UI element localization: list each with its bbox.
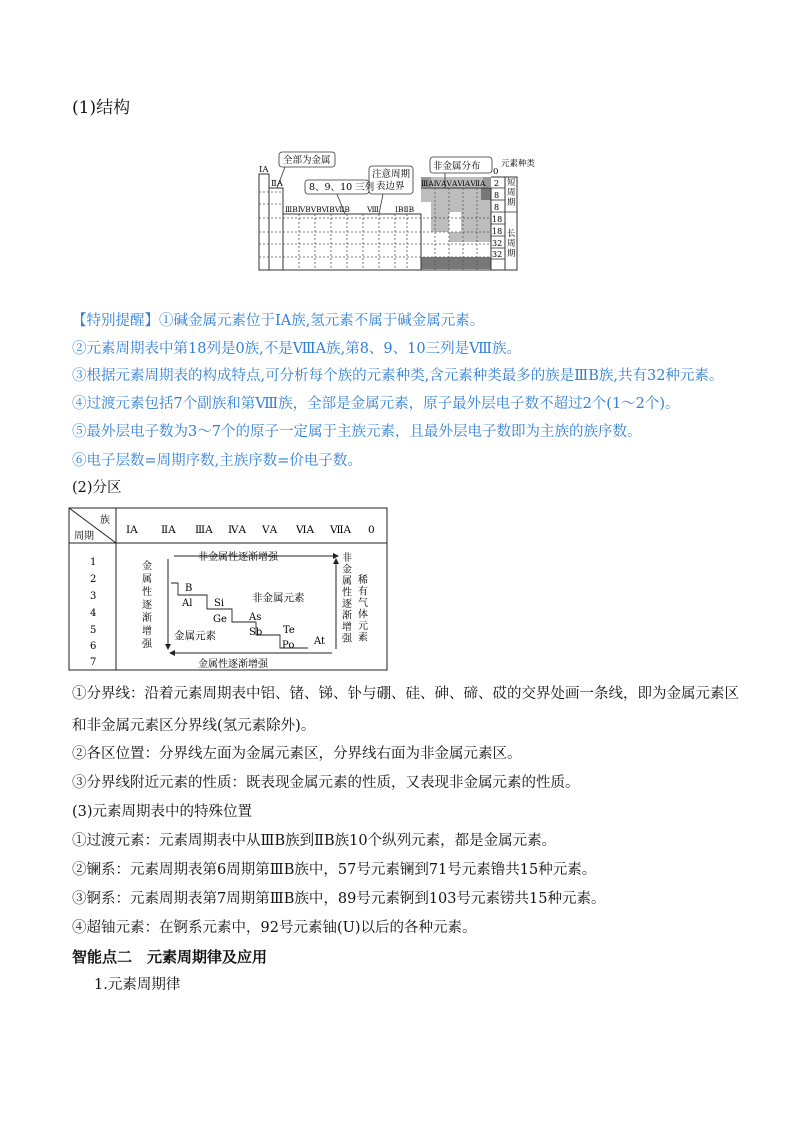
metal-region-label: 金属元素: [174, 630, 216, 642]
left-vertical-char: 渐: [142, 613, 152, 624]
period-3: 3: [90, 591, 97, 602]
zones-figure: [68, 507, 390, 672]
noble-gas-label: [358, 573, 368, 644]
header-via: ⅥA: [296, 524, 315, 536]
right-vertical-char: 增: [342, 622, 352, 633]
noble-gas-char: 元: [358, 621, 368, 632]
short-period-char: 周: [507, 188, 516, 198]
reminder-line-1: [72, 311, 484, 331]
short-period: [507, 177, 516, 208]
left-vertical-char: 属: [142, 574, 152, 585]
reminder-5: ⑤最外层电子数为3～7个的原子一定属于主族元素，且最外层电子数即为主族的族序数。: [72, 424, 642, 440]
period-6: 6: [90, 641, 97, 652]
header-iia: ⅡA: [161, 524, 176, 536]
element-at: At: [314, 636, 326, 647]
count-5: 18: [492, 227, 503, 236]
group-a: ⅢAⅣAⅤAⅥAⅦA: [421, 179, 486, 188]
header-zero: 0: [368, 524, 375, 536]
count-4: 18: [492, 215, 503, 224]
group-viii: Ⅷ: [367, 205, 379, 214]
noble-gas-char: 有: [358, 586, 368, 598]
reminder-label: 【特别提醒】: [72, 313, 159, 329]
division-1a: ①分界线：沿着元素周期表中铝、锗、锑、钋与硼、硅、砷、碲、砹的交界处画一条线，即为金属元素区: [72, 686, 739, 702]
count-2: 8: [494, 191, 500, 200]
element-kinds-label: 元素种类: [501, 159, 536, 169]
callout-nonmetal-dist: 非金属分布: [433, 161, 481, 172]
special-4: ④超铀元素：在锕系元素中，92号元素铀(U)以后的各种元素。: [72, 920, 477, 936]
right-vertical-char: 逐: [342, 599, 352, 610]
period-7: 7: [90, 657, 97, 668]
period-4: 4: [90, 608, 97, 619]
element-po: Po: [282, 640, 295, 651]
reminder-3: ③根据元素周期表的构成特点,可分析每个族的元素种类,含元素种类最多的族是ⅢB族,共有32种元素。: [72, 368, 724, 384]
section-title-zones: (2)分区: [72, 480, 122, 496]
section-title-special: (3)元素周期表中的特殊位置: [72, 804, 253, 820]
corner-period: 周期: [74, 531, 94, 542]
period-1: 1: [90, 557, 97, 568]
element-si: Si: [214, 598, 225, 609]
element-te: Te: [283, 625, 295, 636]
group-zero: 0: [493, 167, 499, 177]
period-5: 5: [90, 625, 97, 636]
division-3: ③分界线附近元素的性质：既表现金属元素的性质，又表现非金属元素的性质。: [72, 775, 580, 791]
periodic-structure-figure: [255, 152, 536, 272]
right-vertical-label: [342, 551, 353, 645]
special-1: ①过渡元素：元素周期表中从ⅢB族到ⅡB族10个纵列元素，都是金属元素。: [72, 833, 557, 849]
long-period: [507, 229, 516, 259]
header-viia: ⅦA: [330, 524, 352, 536]
reminder-2: ②元素周期表中第18列是0族,不是ⅧA族,第8、9、10三列是Ⅷ族。: [72, 341, 521, 357]
right-vertical-char: 属: [342, 576, 352, 587]
group-iia: ⅡA: [271, 179, 283, 189]
left-vertical-char: 金: [142, 561, 152, 572]
section-title-structure: (1)结构: [72, 98, 131, 118]
bottom-arrow-label: 金属性逐渐增强: [198, 659, 268, 670]
header-va: ⅤA: [262, 524, 278, 536]
sub-heading-periodic-law: 1.元素周期律: [94, 977, 181, 993]
division-2: ②各区位置：分界线左面为金属元素区，分界线右面为非金属元素区。: [72, 746, 522, 762]
noble-gas-char: 素: [358, 632, 368, 644]
period-2: 2: [90, 574, 97, 585]
long-period-char: 周: [507, 239, 516, 249]
count-6: 32: [492, 239, 503, 248]
noble-gas-char: 气: [358, 598, 368, 609]
count-3: 8: [494, 203, 500, 212]
division-1b: 和非金属元素区分界线(氢元素除外)。: [72, 718, 316, 734]
element-ge: Ge: [213, 614, 227, 625]
period-numbers: [90, 557, 96, 668]
header-ia: ⅠA: [126, 524, 138, 536]
header-iiia: ⅢA: [195, 524, 213, 536]
right-vertical-char: 金: [342, 564, 352, 576]
count-7: 32: [492, 250, 503, 259]
callout-all-metal: 全部为金属: [283, 155, 331, 166]
right-vertical-char: 渐: [342, 610, 352, 622]
callout-period-boundary-1: 注意周期: [372, 169, 411, 180]
element-al: Al: [182, 598, 193, 609]
long-period-char: 长: [507, 229, 516, 239]
reminder-1: ①碱金属元素位于ⅠA族,氢元素不属于碱金属元素。: [159, 313, 485, 329]
right-vertical-char: 性: [342, 587, 352, 599]
element-as: As: [249, 612, 262, 623]
group-headers: [126, 524, 375, 536]
noble-gas-char: 体: [358, 609, 368, 621]
group-ia: ⅠA: [259, 165, 269, 175]
special-2: ②镧系：元素周期表第6周期第ⅢB族中，57号元素镧到71号元素镥共15种元素。: [72, 862, 597, 878]
right-vertical-char: 非: [342, 553, 352, 564]
left-vertical-char: 性: [142, 587, 152, 598]
right-vertical-char: 强: [342, 633, 352, 645]
short-period-char: 期: [507, 198, 516, 208]
long-period-char: 期: [507, 249, 516, 259]
nonmetal-region-label: 非金属元素: [252, 592, 305, 604]
header-iva: ⅣA: [228, 524, 247, 536]
reminder-6: ⑥电子层数=周期序数,主族序数=价电子数。: [72, 453, 362, 469]
noble-gas-char: 稀: [358, 575, 368, 586]
left-vertical-char: 强: [142, 639, 152, 650]
reminder-4: ④过渡元素包括7个副族和第Ⅷ族，全部是金属元素，原子最外层电子数不超过2个(1～2个)。: [72, 396, 680, 412]
corner-group: 族: [100, 515, 110, 526]
left-vertical-label: [142, 559, 153, 650]
special-3: ③锕系：元素周期表第7周期第ⅢB族中，89号元素锕到103号元素铹共15种元素。: [72, 891, 606, 907]
group-ib-iib: ⅠBⅡB: [395, 205, 415, 214]
left-vertical-char: 增: [142, 626, 152, 637]
callout-cols-8-9-10: 8、9、10 三列: [309, 182, 375, 193]
element-sb: Sb: [249, 627, 263, 638]
left-vertical-char: 逐: [142, 600, 152, 611]
group-b: ⅢBⅣBⅤBⅥBⅦB: [285, 205, 350, 214]
element-b: B: [185, 583, 193, 594]
point2-heading: 智能点二 元素周期律及应用: [72, 948, 268, 966]
callout-period-boundary-2: 表边界: [376, 181, 405, 192]
short-period-char: 短: [507, 178, 516, 188]
top-arrow-label: 非金属性逐渐增强: [198, 552, 278, 563]
count-1: 2: [494, 179, 500, 188]
